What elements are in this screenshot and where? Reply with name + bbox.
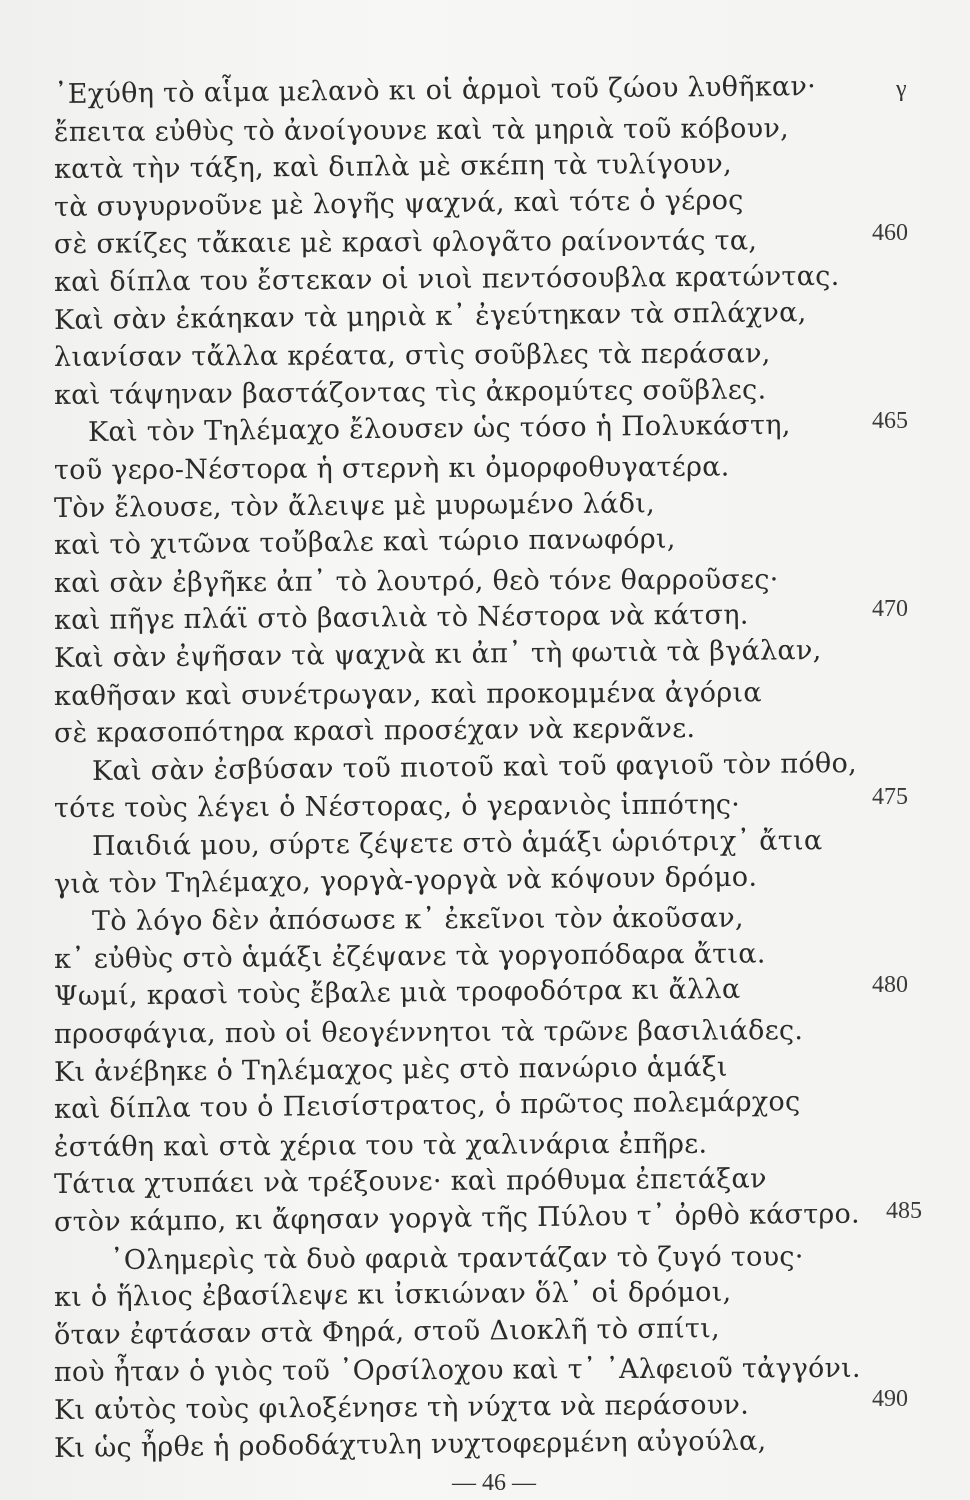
line-number: 490 [872, 1386, 908, 1412]
verse-line: κατὰ τὴν τάξη, καὶ διπλὰ μὲ σκέπη τὰ τυλίγουν, [53, 148, 733, 186]
line-number: 465 [872, 408, 908, 435]
verse-line: ἔπειτα εὐθὺς τὸ ἀνοίγουνε καὶ τὰ μηριὰ τοῦ κόβουν, [53, 112, 790, 148]
verse-line: κ᾿ εὐθὺς στὸ ἁμάξι ἐζέψανε τὰ γοργοπόδαρα ἄτια. [53, 938, 766, 975]
verse-line: Καὶ τὸν Τηλέμαχο ἔλουσεν ὡς τόσο ἡ Πολυκάστη, [87, 410, 791, 449]
verse-line: καὶ σὰν ἐβγῆκε ἀπ᾿ τὸ λουτρό, θεὸ τόνε θαρροῦσες· [53, 564, 779, 599]
verse-line: τοῦ γερο-Νέστορα ἡ στερνὴ κι ὀμορφοθυγατέρα. [53, 451, 730, 486]
verse-line: Ψωμί, κρασὶ τοὺς ἔβαλε μιὰ τροφοδότρα κι ἄλλα [53, 974, 741, 1013]
verse-line: σὲ σκίζες τἄκαιε μὲ κρασὶ φλογᾶτο ραίνοντάς τα, [53, 225, 758, 261]
verse-line: ἐστάθη καὶ στὰ χέρια του τὰ χαλινάρια ἐπῆρε. [53, 1128, 708, 1163]
verse-line: σὲ κρασοπότηρα κρασὶ προσέχαν νὰ κερνᾶνε. [53, 713, 696, 750]
verse-line: Καὶ σὰν ἐκάηκαν τὰ μηριὰ κ᾿ ἐγεύτηκαν τὰ σπλάχνα, [53, 296, 807, 336]
verse-line: καὶ δίπλα του ὁ Πεισίστρατος, ὁ πρῶτος πολεμάρχος [53, 1086, 801, 1126]
verse-line: Κι ἀνέβηκε ὁ Τηλέμαχος μὲς στὸ πανώριο ἁμάξι [53, 1051, 728, 1088]
verse-line: Τὸ λόγο δὲν ἀπόσωσε κ᾿ ἐκεῖνοι τὸν ἀκοῦσαν, [91, 902, 744, 938]
verse-line: Παιδιά μου, σύρτε ζέψετε στὸ ἁμάξι ὡριότριχ᾿ ἄτια [91, 825, 823, 862]
verse-line: ποὺ ἦταν ὁ γιὸς τοῦ ᾿Ορσίλοχου καὶ τ᾿ ᾿Αλφειοῦ τἀγγόνι. [53, 1353, 861, 1389]
verse-line: τὰ συγυρνοῦνε μὲ λογῆς ψαχνά, καὶ τότε ὁ γέρος [53, 184, 744, 223]
verse-line: τότε τοὺς λέγει ὁ Νέστορας, ὁ γερανιὸς ἱππότης· [53, 789, 741, 825]
verse-line: Κι ὡς ἦρθε ἡ ροδοδάχτυλη νυχτοφερμένη αὐγούλα, [53, 1425, 767, 1464]
verse-line: καθῆσαν καὶ συνέτρωγαν, καὶ προκομμένα ἀγόρια [53, 676, 762, 712]
verse-line: κι ὁ ἥλιος ἐβασίλεψε κι ἰσκιώναν ὅλ᾿ οἱ δρόμοι, [53, 1276, 732, 1314]
verse-line: Τάτια χτυπάει νὰ τρέξουνε· καὶ πρόθυμα ἐπετάξαν [53, 1163, 767, 1201]
book-letter: γ [896, 76, 907, 102]
verse-line: Κι αὐτὸς τοὺς φιλοξένησε τὴ νύχτα νὰ περάσουν. [53, 1389, 750, 1426]
verse-line: στὸν κάμπο, κι ἄφησαν γοργὰ τῆς Πύλου τ᾿ ὀρθὸ κάστρο. [53, 1198, 861, 1238]
verse-line: καὶ δίπλα του ἔστεκαν οἱ νιοὶ πεντόσουβλα κρατώντας. [53, 260, 840, 298]
verse-line: Καὶ σὰν ἐψῆσαν τὰ ψαχνὰ κι ἀπ᾿ τὴ φωτιὰ τὰ βγάλαν, [53, 634, 822, 674]
line-number: 470 [872, 596, 908, 623]
verse-line: λιανίσαν τἄλλα κρέατα, στὶς σοῦβλες τὰ περάσαν, [53, 338, 771, 374]
page-number: — 46 — [452, 1470, 536, 1496]
verse-line: καὶ τὸ χιτῶνα τοὔβαλε καὶ τώριο πανωφόρι, [53, 523, 676, 562]
line-number: 480 [872, 972, 908, 999]
line-number: 460 [872, 220, 908, 247]
verse-line: προσφάγια, ποὺ οἱ θεογέννητοι τὰ τρῶνε βασιλιάδες. [53, 1015, 804, 1050]
verse-line: γιὰ τὸν Τηλέμαχο, γοργὰ-γοργὰ νὰ κόψουν δρόμο. [53, 861, 758, 900]
verse-line: ᾿Ολημερὶς τὰ δυὸ φαριὰ τραντάζαν τὸ ζυγό τους· [109, 1240, 804, 1276]
verse-line: Τὸν ἔλουσε, τὸν ἄλειψε μὲ μυρωμένο λάδι, [53, 487, 656, 524]
verse-line: καὶ τάψηναν βαστάζοντας τὶς ἀκρομύτες σοῦβλες. [53, 374, 767, 411]
line-number: 485 [886, 1198, 922, 1224]
verse-line: Καὶ σὰν ἐσβύσαν τοῦ πιοτοῦ καὶ τοῦ φαγιοῦ τὸν πόθο, [91, 747, 858, 787]
verse-line: ὅταν ἐφτάσαν στὰ Φηρά, στοῦ Διοκλῆ τὸ σπίτι, [53, 1312, 721, 1351]
line-number: 475 [872, 784, 908, 811]
verse-line: καὶ πῆγε πλάϊ στὸ βασιλιὰ τὸ Νέστορα νὰ κάτση. [53, 599, 749, 637]
verse-line: ᾿Εχύθη τὸ αἷμα μελανὸ κι οἱ ἁρμοὶ τοῦ ζώου λυθῆκαν· [53, 71, 817, 110]
